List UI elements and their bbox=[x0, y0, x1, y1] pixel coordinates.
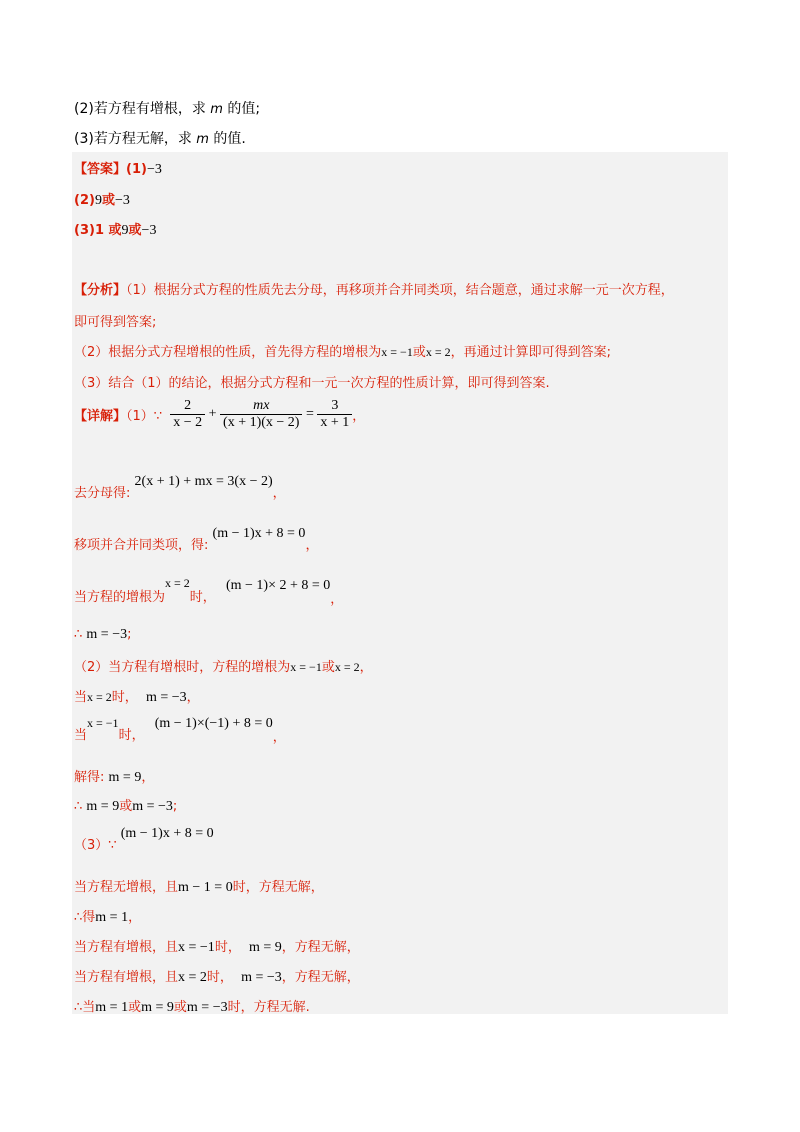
fraction-denominator: x − 2 bbox=[170, 414, 205, 431]
analysis-line-4 bbox=[74, 372, 550, 391]
answer-line-1 bbox=[74, 158, 162, 178]
detail-part2-line-5 bbox=[74, 795, 177, 815]
equals-sign: = bbox=[305, 406, 314, 422]
math-expression: m = −3 bbox=[132, 799, 173, 814]
punctuation: ， bbox=[272, 486, 286, 501]
therefore-symbol: ∴ bbox=[74, 627, 83, 642]
therefore-symbol: ∴ bbox=[74, 799, 83, 814]
detail-label: 【详解】 bbox=[74, 409, 127, 424]
step-text: 时， bbox=[189, 590, 216, 605]
math-expression: m − 1 = 0 bbox=[178, 880, 233, 895]
detail-step-4 bbox=[74, 627, 132, 643]
step-text: 当方程的增根为 bbox=[74, 590, 166, 605]
math-expression: (m − 1)×(−1) + 8 = 0 bbox=[154, 716, 273, 731]
fraction-numerator: 2 bbox=[184, 398, 192, 413]
analysis-line-2 bbox=[74, 311, 156, 330]
step-text: 去分母得: bbox=[74, 486, 131, 501]
step-text: 时， bbox=[214, 940, 241, 955]
math-expression: (m − 1)x + 8 = 0 bbox=[212, 526, 306, 541]
detail-part3-line-6 bbox=[74, 996, 310, 1016]
or-text: 或 bbox=[321, 660, 335, 675]
answer-value: −3 bbox=[146, 162, 162, 177]
punctuation: ， bbox=[352, 409, 366, 424]
step-text: 移项并合并同类项，得: bbox=[74, 538, 209, 553]
because-symbol: ∵ bbox=[153, 409, 163, 424]
step-text: ，方程无解， bbox=[281, 940, 360, 955]
math-expression: m = 1 bbox=[95, 1000, 129, 1015]
step-text: ∴当 bbox=[74, 1000, 96, 1015]
step-text: 时，方程无解， bbox=[232, 880, 324, 895]
step-text: 时， bbox=[206, 970, 233, 985]
plus-sign: + bbox=[208, 406, 217, 422]
detail-part3-line-2 bbox=[74, 876, 324, 896]
detail-part3-line-5 bbox=[74, 966, 360, 986]
analysis-text: （2）根据分式方程增根的性质，首先得方程的增根为 bbox=[74, 345, 382, 360]
step-text: 时， bbox=[118, 728, 145, 743]
therefore-symbol: ∴得 bbox=[74, 910, 96, 925]
question-number: (3) bbox=[74, 131, 94, 147]
step-text: 当 bbox=[74, 728, 88, 743]
math-expression: 2(x + 1) + mx = 3(x − 2) bbox=[134, 474, 273, 489]
math-expression: x = 2 bbox=[178, 970, 207, 985]
fraction-numerator: 3 bbox=[331, 398, 339, 413]
or-text: 或 bbox=[108, 223, 122, 238]
question-text: 若方程无解，求 bbox=[93, 131, 192, 147]
question-3 bbox=[74, 128, 246, 148]
analysis-line-1 bbox=[74, 279, 674, 298]
answer-value: −3 bbox=[114, 193, 130, 208]
detail-part2-line-4 bbox=[74, 766, 154, 786]
punctuation: ， bbox=[330, 592, 344, 607]
punctuation: ， bbox=[359, 660, 373, 675]
punctuation: ， bbox=[141, 770, 155, 785]
math-expression: x = 2 bbox=[334, 660, 360, 674]
answer-num: (3) bbox=[74, 223, 95, 238]
punctuation: ， bbox=[186, 690, 200, 705]
analysis-text: 即可得到答案; bbox=[74, 315, 157, 330]
math-expression: m = −3 bbox=[241, 970, 282, 985]
step-text: 当 bbox=[74, 690, 88, 705]
punctuation: ， bbox=[272, 730, 286, 745]
answer-value: −3 bbox=[141, 223, 157, 238]
math-expression: x = 2 bbox=[425, 345, 451, 359]
question-number: (2) bbox=[74, 101, 94, 117]
variable: m bbox=[196, 132, 209, 147]
answer-value: 1 bbox=[94, 223, 104, 238]
math-expression: x = 2 bbox=[165, 576, 190, 590]
step-text: 解得: bbox=[74, 770, 105, 785]
math-expression: m = 9 bbox=[86, 799, 120, 814]
math-expression: (m − 1)× 2 + 8 = 0 bbox=[225, 578, 331, 593]
detail-part2-line-3 bbox=[74, 716, 286, 745]
math-expression: m = 9 bbox=[108, 770, 142, 785]
answer-num: (2) bbox=[74, 193, 95, 208]
punctuation: ， bbox=[128, 910, 142, 925]
analysis-line-3 bbox=[74, 341, 611, 360]
fraction-denominator: x + 1 bbox=[317, 414, 352, 431]
math-expression: x = −1 bbox=[290, 660, 322, 674]
math-expression: m = 9 bbox=[141, 1000, 174, 1015]
or-text: 或 bbox=[119, 799, 133, 814]
or-text: 或 bbox=[101, 193, 115, 208]
or-text: 或 bbox=[128, 223, 142, 238]
step-text: 当方程无增根，且 bbox=[74, 880, 179, 895]
punctuation: ; bbox=[127, 627, 132, 642]
question-2 bbox=[74, 98, 260, 118]
math-expression: x = 2 bbox=[87, 690, 112, 704]
punctuation: ; bbox=[172, 799, 178, 814]
question-text: 若方程有增根，求 bbox=[93, 101, 206, 117]
fraction-denominator: (x + 1)(x − 2) bbox=[220, 414, 302, 431]
analysis-text: （1）根据分式方程的性质先去分母，再移项并合并同类项，结合题意，通过求解一元一次方程， bbox=[126, 283, 674, 298]
because-symbol: ∵ bbox=[108, 838, 117, 853]
question-text: 的值; bbox=[227, 101, 261, 117]
math-expression: x = −1 bbox=[178, 940, 215, 955]
step-text: 时，方程无解. bbox=[227, 1000, 310, 1015]
answer-value: 9 bbox=[121, 223, 129, 238]
analysis-text: （3）结合（1）的结论，根据分式方程和一元一次方程的性质计算，即可得到答案. bbox=[74, 376, 550, 391]
analysis-label: 【分析】 bbox=[74, 283, 127, 298]
detail-step-3 bbox=[74, 576, 343, 607]
detail-step-1 bbox=[74, 474, 286, 501]
math-expression: m = −3 bbox=[186, 1000, 228, 1015]
detail-part3-line-1 bbox=[74, 826, 214, 853]
fraction-numerator: mx bbox=[253, 398, 270, 413]
answer-label: 【答案】 bbox=[74, 162, 127, 177]
or-text: 或 bbox=[412, 345, 426, 360]
part-number: （3） bbox=[74, 838, 109, 853]
step-text: 当方程有增根，且 bbox=[74, 940, 179, 955]
math-expression: (m − 1)x + 8 = 0 bbox=[120, 826, 214, 841]
math-expression: x = −1 bbox=[87, 716, 119, 730]
detail-part2-line-2 bbox=[74, 686, 200, 706]
given-equation bbox=[170, 398, 352, 431]
answer-line-2 bbox=[74, 189, 130, 209]
variable: m bbox=[210, 102, 223, 117]
analysis-text: ，再通过计算即可得到答案; bbox=[450, 345, 612, 360]
step-text: 当方程有增根，且 bbox=[74, 970, 179, 985]
math-expression: m = 1 bbox=[95, 910, 129, 925]
answer-value: 9 bbox=[94, 193, 102, 208]
part-number: （1） bbox=[126, 409, 154, 424]
or-text: 或 bbox=[173, 1000, 187, 1015]
step-text: （2）当方程有增根时，方程的增根为 bbox=[74, 660, 291, 675]
step-text: ，方程无解， bbox=[281, 970, 360, 985]
punctuation: ， bbox=[305, 538, 319, 553]
answer-num: (1) bbox=[126, 162, 147, 177]
or-text: 或 bbox=[128, 1000, 142, 1015]
question-text: 的值. bbox=[213, 131, 246, 147]
math-expression: m = −3 bbox=[86, 627, 128, 642]
detail-step-2 bbox=[74, 526, 318, 553]
math-expression: m = 9 bbox=[248, 940, 282, 955]
detail-part3-line-4 bbox=[74, 936, 360, 956]
math-expression: m = −3 bbox=[145, 690, 187, 705]
detail-part3-line-3 bbox=[74, 906, 141, 926]
detail-line-1 bbox=[74, 398, 365, 431]
answer-line-3 bbox=[74, 219, 156, 239]
step-text: 时， bbox=[111, 690, 138, 705]
math-expression: x = −1 bbox=[381, 345, 413, 359]
detail-part2-line-1 bbox=[74, 656, 373, 675]
